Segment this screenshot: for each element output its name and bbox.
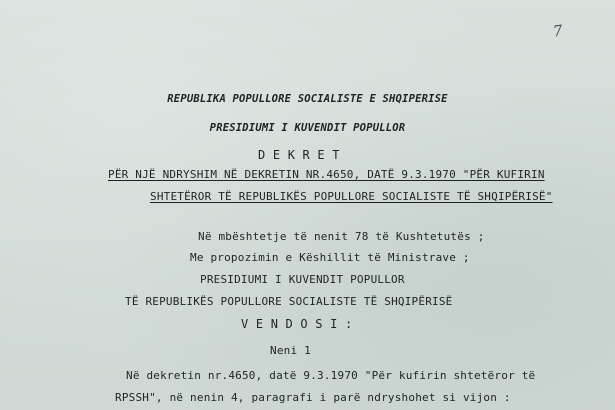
preamble-authority-line1: PRESIDIUMI I KUVENDIT POPULLOR: [200, 273, 405, 286]
decree-title: D E K R E T: [258, 148, 340, 162]
article-text-line2: RPSSH", në nenin 4, paragrafi i parë ndryshohet si vijon :: [115, 391, 511, 404]
preamble-proposal: Me propozimin e Këshillit të Ministrave ;: [190, 251, 470, 264]
page-number: 7: [551, 21, 564, 41]
preamble-authority-line2: TË REPUBLIKËS POPULLORE SOCIALISTE TË SHQIPËRISË: [125, 295, 453, 308]
preamble-decides: V E N D O S I :: [241, 317, 353, 331]
article-text-line1: Në dekretin nr.4650, datë 9.3.1970 "Për kufirin shtetëror të: [126, 369, 536, 382]
decree-subject-line2: SHTETËROR TË REPUBLIKËS POPULLORE SOCIALISTE TË SHQIPËRISË": [150, 190, 553, 203]
header-presidium: PRESIDIUMI I KUVENDIT POPULLOR: [209, 122, 406, 134]
preamble-basis: Në mbështetje të nenit 78 të Kushtetutës ;: [198, 230, 485, 243]
decree-subject-line1: PËR NJË NDRYSHIM NË DEKRETIN NR.4650, DATË 9.3.1970 "PËR KUFIRIN: [108, 168, 545, 181]
article-heading: Neni 1: [270, 344, 311, 357]
header-republic: REPUBLIKA POPULLORE SOCIALISTE E SHQIPERISE: [167, 93, 448, 105]
